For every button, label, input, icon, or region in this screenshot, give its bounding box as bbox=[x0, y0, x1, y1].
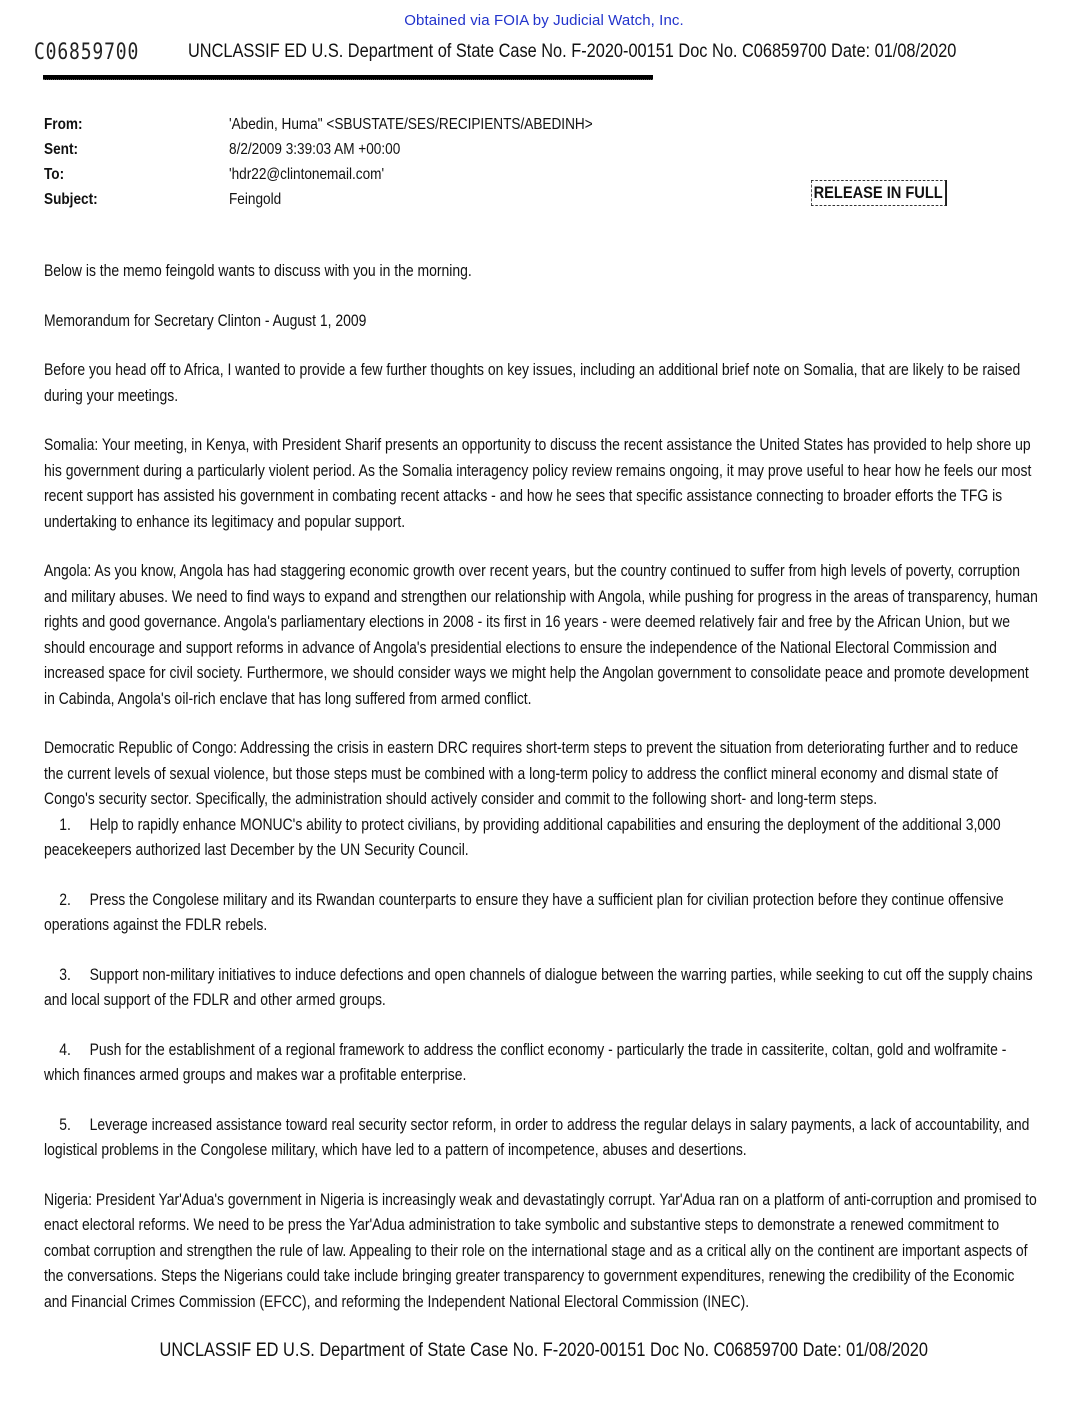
to-label: To: bbox=[44, 165, 65, 183]
to-row bbox=[44, 162, 657, 187]
sent-label: Sent: bbox=[44, 140, 78, 158]
email-header bbox=[44, 112, 657, 212]
document-id-stamp: C06859700 bbox=[34, 40, 140, 65]
subject-row bbox=[44, 187, 657, 212]
email-body bbox=[44, 259, 1041, 1339]
step-text: Help to rapidly enhance MONUC's ability to protect civilians, by providing additional capabilities and ensuring the deployment of the additional 3,000 peacekeepers authorized last December by the UN Security Council. bbox=[44, 815, 1001, 859]
from-label: From: bbox=[44, 115, 83, 133]
step-number: 5. bbox=[59, 1115, 71, 1134]
step-text: Support non-military initiatives to induce defections and open channels of dialogue between the warring parties, while seeking to cut off the supply chains and local support of the FDLR and other armed groups. bbox=[44, 965, 1033, 1009]
drc-paragraph: Democratic Republic of Congo: Addressing the crisis in eastern DRC requires short-term steps to prevent the situation from deteriorating further and to reduce the current levels of sexual violence, but those steps must be combined with a long-term policy to address the conflict mineral economy and dismal state of Congo's security sector. Specifically, the administration should actively consider and commit to the following short- and long-term steps. bbox=[44, 739, 1019, 808]
from-value: 'Abedin, Huma" <SBUSTATE/SES/RECIPIENTS/ABEDINH> bbox=[229, 115, 593, 133]
from-row bbox=[44, 112, 657, 137]
step-text: Leverage increased assistance toward real security sector reform, in order to address the regular delays in salary payments, a lack of accountability, and logistical problems in the Congolese military, which have led to a pattern of incompetence, abuses and desertions. bbox=[44, 1115, 1030, 1159]
foia-watermark: Obtained via FOIA by Judicial Watch, Inc. bbox=[404, 12, 684, 29]
step-text: Push for the establishment of a regional framework to address the conflict economy - particularly the trade in cassiterite, coltan, gold and wolframite - which finances armed groups and makes war a profitable enterprise. bbox=[44, 1040, 1007, 1084]
classification-footer bbox=[0, 1340, 1088, 1362]
footer-text: UNCLASSIF ED U.S. Department of State Case No. F-2020-00151 Doc No. C06859700 Date: 01/08/2020 bbox=[159, 1340, 929, 1361]
step-number: 1. bbox=[59, 815, 71, 834]
nigeria-paragraph: Nigeria: President Yar'Adua's government in Nigeria is increasingly weak and devastatingly corrupt. Yar'Adua ran on a platform of anti-corruption and promised to enact electoral reforms. We need to be press the Yar'Adua administration to take symbolic and substantive steps to demonstrate a renewed commitment to combat corruption and strengthen the rule of law. Appealing to their role on the international stage and as a critical ally on the continent are important aspects of the conversations. Steps the Nigerians could take include bringing greater transparency to government expenditures, renewing the credibility of the Economic and Financial Crimes Commission (EFCC), and reforming the Independent National Electoral Commission (INEC). bbox=[44, 1190, 1037, 1311]
preface-paragraph: Before you head off to Africa, I wanted to provide a few further thoughts on key issues, including an additional brief note on Somalia, that are likely to be raised during your meetings. bbox=[44, 361, 1021, 405]
sent-row bbox=[44, 137, 657, 162]
angola-paragraph: Angola: As you know, Angola has had staggering economic growth over recent years, but the country continued to suffer from high levels of poverty, corruption and military abuses. We need to find ways to expand and strengthen our relationship with Angola, while pushing for progress in the areas of transparency, human rights and good governance. Angola's parliamentary elections in 2008 - its first in 16 years - were deemed relatively fair and free by the African Union, but we should encourage and support reforms in advance of Angola's presidential elections to ensure the independence of the National Electoral Commission and increased space for civil society. Furthermore, we should consider ways we might help the Angolan government to consolidate peace and promote development in Cabinda, Angola's oil-rich enclave that has long suffered from armed conflict. bbox=[44, 562, 1038, 708]
somalia-paragraph: Somalia: Your meeting, in Kenya, with President Sharif presents an opportunity to discuss the recent assistance the United States has provided to help shore up his government during a particularly violent period. As the Somalia interagency policy review remains ongoing, it may prove useful to hear how he feels our most recent support has assisted his government in combating recent attacks - and how he sees that specific assistance connecting to broader efforts the TFG is undertaking to enhance its legitimacy and popular support. bbox=[44, 436, 1032, 531]
step-number: 3. bbox=[59, 965, 71, 984]
drc-step bbox=[44, 963, 1041, 1014]
sent-value: 8/2/2009 3:39:03 AM +00:00 bbox=[229, 140, 401, 158]
to-value: 'hdr22@clintonemail.com' bbox=[229, 165, 385, 183]
drc-step bbox=[44, 888, 1041, 939]
subject-label: Subject: bbox=[44, 190, 98, 208]
release-stamp: RELEASE IN FULL bbox=[811, 180, 947, 206]
subject-value: Feingold bbox=[229, 190, 282, 208]
step-text: Press the Congolese military and its Rwandan counterparts to ensure they have a sufficient plan for civilian protection before they continue offensive operations against the FDLR rebels. bbox=[44, 890, 1004, 934]
drc-step bbox=[44, 813, 1041, 864]
step-number: 4. bbox=[59, 1040, 71, 1059]
drc-step bbox=[44, 1113, 1041, 1164]
memo-title: Memorandum for Secretary Clinton - August 1, 2009 bbox=[44, 311, 367, 330]
drc-step bbox=[44, 1038, 1041, 1089]
step-number: 2. bbox=[59, 890, 71, 909]
classification-header: UNCLASSIF ED U.S. Department of State Case No. F-2020-00151 Doc No. C06859700 Date: 01/08/2020 bbox=[188, 41, 957, 62]
intro-paragraph: Below is the memo feingold wants to discuss with you in the morning. bbox=[44, 262, 472, 280]
header-divider bbox=[43, 75, 653, 80]
